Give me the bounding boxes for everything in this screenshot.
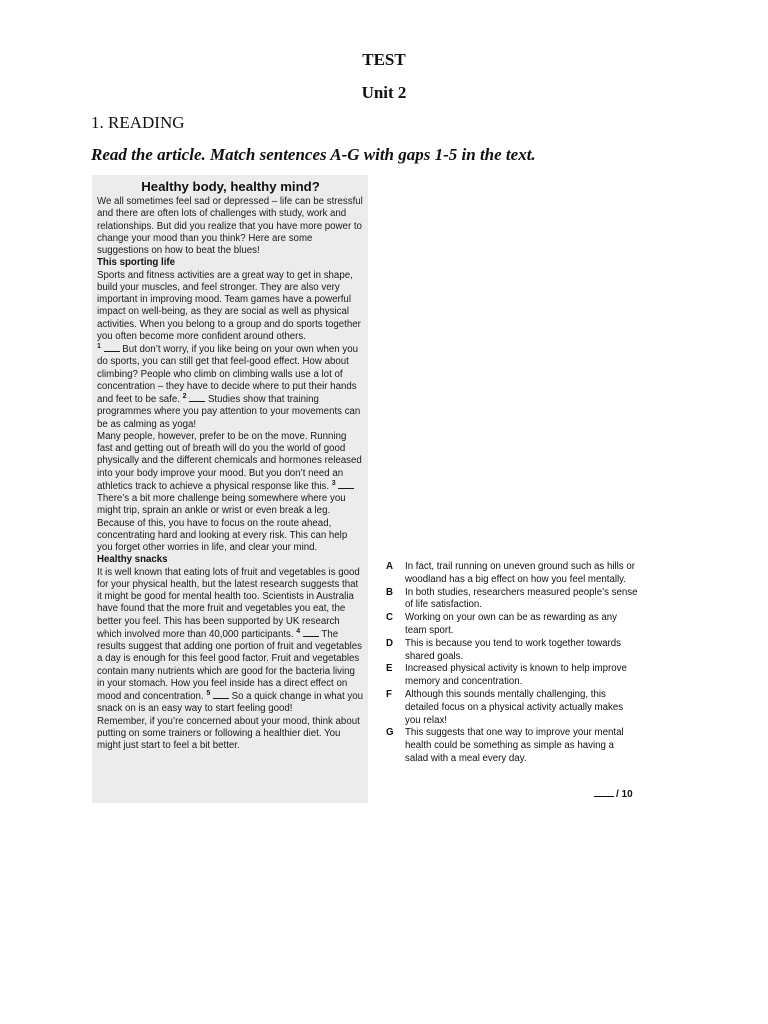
gap-number-4: 4 — [296, 627, 301, 635]
instruction: Read the article. Match sentences A-G with gaps 1-5 in the text. — [91, 145, 536, 164]
article-text: Many people, however, prefer to be on the move. Running fast and getting out of breath will do you the world of good physically and the different chemicals and hormones released into your body improve your mood. But you don’t need an athletics track to achieve a physical response like this. — [97, 430, 362, 492]
score-total: / 10 — [616, 789, 633, 800]
article-paragraph — [97, 343, 364, 431]
option-text: In fact, trail running on uneven ground such as hills or woodland has a big effect on how you feel mentally. — [405, 561, 635, 585]
test-title: TEST — [362, 50, 406, 69]
article-intro: We all sometimes feel sad or depressed – life can be stressful and there are often lots of challenges with study, work and relationships. But did you realize that you have more power to change your mood than you think? Here are some suggestions on how to beat the blues! — [97, 196, 363, 256]
article-paragraph — [97, 567, 364, 716]
option-text: Although this sounds mentally challenging, this detailed focus on a physical activity actually makes you relax! — [405, 688, 624, 726]
option-a — [386, 561, 638, 587]
article-text: So a quick change in what you snack on is an easy way to start feeling good! — [97, 691, 364, 715]
option-letter: G — [386, 727, 394, 739]
score-blank[interactable] — [594, 787, 614, 797]
option-text: Working on your own can be as rewarding as any team sport. — [405, 612, 617, 636]
option-f — [386, 689, 638, 727]
option-d — [386, 638, 638, 664]
option-text: This suggests that one way to improve your mental health could be something as simple as having a salad with a meal every day. — [405, 727, 624, 764]
gap-blank-2[interactable] — [189, 393, 205, 402]
article-text: Studies show that training programmes where you pay attention to your movements can be as calming as yoga! — [97, 394, 361, 430]
gap-blank-1[interactable] — [104, 343, 120, 352]
option-g — [386, 727, 638, 765]
answer-options — [386, 561, 638, 766]
option-text: This is because you tend to work together towards shared goals. — [405, 637, 621, 662]
article-paragraph: Remember, if you’re concerned about your mood, think about putting on some trainers or following a healthier diet. You might just start to feel a bit better. — [97, 715, 360, 751]
section-heading: 1. READING — [91, 113, 185, 132]
score — [594, 787, 633, 800]
article-paragraph — [97, 431, 364, 555]
option-e — [386, 663, 638, 689]
gap-number-3: 3 — [331, 479, 336, 487]
article-paragraph: Sports and fitness activities are a great way to get in shape, build your muscles, and feel stronger. They are also very important in improving mood. Team games have a powerful impact on well-being, as they are social as well as physical activities. When you belong to a group and do sports together you often become more confident around others. — [97, 269, 361, 342]
section-heading-sporting-life: This sporting life — [97, 257, 176, 269]
option-letter: C — [386, 612, 393, 624]
article-text: But don’t worry, if you like being on your own when you do sports, you can still get that feel-good effect. How about climbing? People who climb on climbing walls use a lot of concentration – they have to decide where to put their hands and feet to be safe. — [97, 344, 358, 405]
option-letter: D — [386, 637, 393, 649]
unit-title: Unit 2 — [361, 83, 407, 102]
option-text: Increased physical activity is known to help improve memory and concentration. — [405, 663, 627, 688]
section-heading-healthy-snacks: Healthy snacks — [97, 554, 168, 566]
gap-number-5: 5 — [206, 689, 211, 697]
option-letter: B — [386, 586, 393, 598]
option-letter: A — [386, 561, 393, 572]
gap-blank-5[interactable] — [213, 690, 229, 699]
option-text: In both studies, researchers measured people’s sense of life satisfaction. — [405, 586, 638, 611]
option-c — [386, 612, 638, 638]
gap-number-1: 1 — [97, 342, 101, 350]
gap-number-2: 2 — [182, 392, 187, 400]
option-b — [386, 587, 638, 613]
article — [92, 175, 368, 803]
gap-blank-3[interactable] — [338, 480, 354, 489]
gap-blank-4[interactable] — [303, 628, 319, 637]
article-text: There’s a bit more challenge being somewhere where you might trip, sprain an ankle or wrist or even break a leg. Because of this, you have to focus on the route ahead, concentrating hard and looking at every risk. This can help you forget other worries in life, and clear your mind. — [97, 493, 348, 553]
option-letter: E — [386, 663, 393, 675]
article-text: It is well known that eating lots of fruit and vegetables is good for your physical health, but the latest research suggests that it might be good for mental health too. Scientists in Australia have found that the more fruit and vegetables you eat, the better you feel. This has been supported by UK research which involved more than 40,000 participants. — [97, 566, 360, 640]
option-letter: F — [386, 688, 392, 700]
article-title: Healthy body, healthy mind? — [141, 179, 320, 194]
article-text: The results suggest that adding one portion of fruit and vegetables a day is enough for this feel good factor. Fruit and vegetables contain many nutrients which are good for the bacteria living in your stomach. How you feel inside has a direct effect on mood and concentration. — [97, 628, 362, 702]
